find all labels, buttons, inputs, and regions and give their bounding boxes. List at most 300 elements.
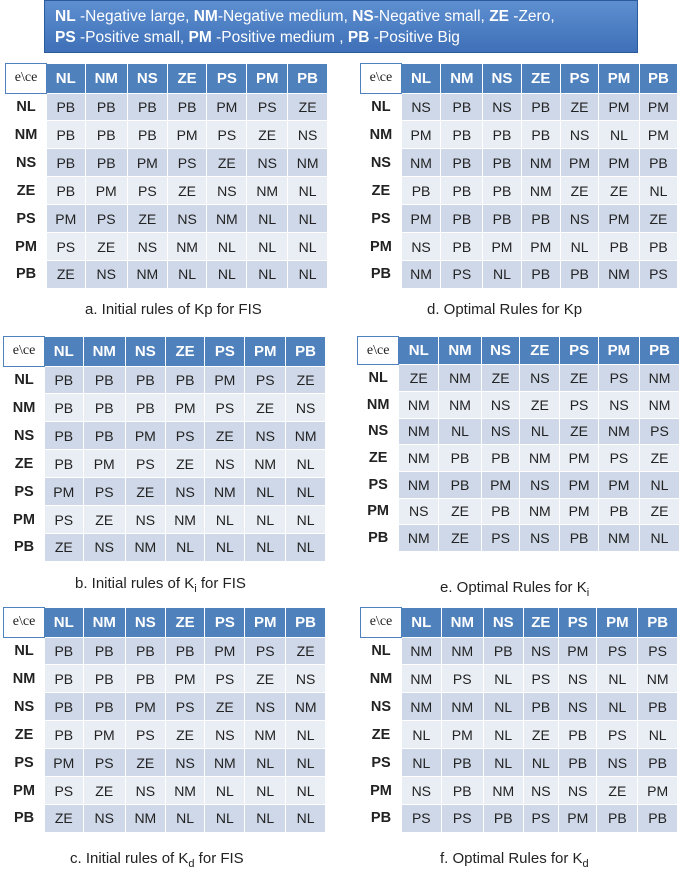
rule-cell: PB — [481, 445, 520, 472]
column-header: NM — [441, 608, 483, 638]
caption-subscript: d — [188, 858, 195, 870]
row-header: NS — [4, 693, 45, 721]
rule-table-e — [357, 336, 680, 552]
row-header: PM — [361, 777, 402, 805]
rule-cell: NS — [245, 693, 286, 721]
rule-cell: PB — [45, 637, 83, 665]
table-corner-label: e\ce — [6, 64, 47, 94]
rule-cell: PB — [639, 233, 677, 261]
table-row — [358, 471, 680, 498]
rule-cell: NL — [167, 260, 207, 288]
rule-cell: NS — [127, 233, 167, 261]
table-row — [358, 365, 680, 392]
table-row — [358, 445, 680, 472]
table-row — [4, 804, 326, 832]
rule-cell: PS — [45, 777, 83, 805]
column-header: PB — [639, 64, 677, 94]
table-row — [361, 149, 678, 177]
rule-cell: NS — [205, 450, 245, 478]
rule-cell: PM — [483, 233, 521, 261]
rule-cell: NL — [286, 533, 326, 561]
rule-cell: PS — [85, 205, 127, 233]
table-corner-label: e\ce — [361, 64, 402, 94]
rule-cell: PB — [481, 498, 520, 525]
column-header: NL — [45, 608, 83, 638]
row-header: PS — [358, 471, 399, 498]
rule-cell: NM — [401, 665, 441, 693]
rule-cell: NM — [599, 260, 640, 288]
rule-cell: NL — [165, 533, 205, 561]
column-header: NS — [125, 608, 165, 638]
rule-cell: NL — [640, 471, 680, 498]
row-header: NM — [361, 665, 402, 693]
column-header: NM — [441, 64, 483, 94]
rule-cell: PB — [47, 149, 85, 177]
rule-cell: PM — [167, 121, 207, 149]
rule-cell: PM — [401, 205, 440, 233]
rule-cell: NL — [483, 721, 523, 749]
row-header: PS — [6, 205, 47, 233]
rule-cell: PM — [441, 721, 483, 749]
rule-cell: PS — [441, 665, 483, 693]
column-header: PB — [286, 337, 326, 367]
row-header: PS — [4, 749, 45, 777]
rule-cell: ZE — [288, 93, 328, 121]
rule-cell: NM — [399, 525, 439, 552]
rule-cell: NM — [520, 498, 560, 525]
legend-desc: -Negative small, — [373, 8, 490, 25]
table-header-row — [6, 64, 328, 94]
rule-cell: NL — [205, 777, 245, 805]
row-header: PS — [361, 205, 402, 233]
rule-cell: NS — [561, 205, 599, 233]
row-header: PB — [361, 260, 402, 288]
rule-cell: PM — [47, 205, 85, 233]
rule-cell: ZE — [561, 177, 599, 205]
rule-cell: ZE — [125, 478, 165, 506]
rule-cell: PB — [45, 394, 83, 422]
rule-cell: PM — [561, 149, 599, 177]
rule-cell: NS — [165, 749, 205, 777]
table-row — [4, 394, 326, 422]
column-header: ZE — [167, 64, 207, 94]
rule-cell: PB — [167, 93, 207, 121]
column-header: PS — [205, 608, 245, 638]
rule-cell: PS — [165, 422, 205, 450]
rule-cell: PM — [165, 665, 205, 693]
rule-cell: PM — [639, 93, 677, 121]
table-row — [358, 418, 680, 445]
rule-cell: NL — [286, 777, 326, 805]
rule-cell: ZE — [286, 637, 326, 665]
rule-cell: PM — [125, 422, 165, 450]
table-row — [4, 450, 326, 478]
rule-cell: NM — [399, 391, 439, 418]
caption-text: a. Initial rules of Kp for FIS — [85, 301, 262, 318]
rule-cell: ZE — [165, 450, 205, 478]
rule-cell: NL — [288, 233, 328, 261]
rule-cell: NL — [245, 749, 286, 777]
caption-text: d. Optimal Rules for Kp — [427, 301, 583, 318]
row-header: NL — [4, 366, 45, 394]
table-row — [361, 121, 678, 149]
row-header: NS — [361, 693, 402, 721]
rule-cell: NL — [288, 205, 328, 233]
row-header: NL — [4, 637, 45, 665]
rule-cell: NS — [597, 749, 638, 777]
rule-cell: NL — [439, 418, 482, 445]
table-corner-label: e\ce — [4, 337, 45, 367]
rule-cell: NL — [207, 260, 247, 288]
rule-cell: ZE — [45, 804, 83, 832]
table-caption-e — [440, 579, 589, 599]
rule-cell: PM — [207, 93, 247, 121]
rule-cell: PB — [483, 804, 523, 832]
rule-cell: PM — [127, 149, 167, 177]
rule-cell: PM — [638, 777, 678, 805]
rule-cell: ZE — [125, 749, 165, 777]
column-header: NM — [439, 337, 482, 365]
row-header: PB — [358, 525, 399, 552]
rule-cell: PS — [598, 365, 639, 392]
rule-table-b — [3, 336, 326, 562]
rule-cell: NS — [401, 777, 441, 805]
rule-cell: ZE — [47, 260, 85, 288]
column-header: NL — [401, 608, 441, 638]
table-row — [361, 205, 678, 233]
rule-cell: PB — [85, 121, 127, 149]
table-row — [4, 665, 326, 693]
rule-cell: NL — [247, 233, 288, 261]
column-header: ZE — [523, 608, 559, 638]
rule-cell: PB — [441, 149, 483, 177]
rule-cell: NL — [205, 506, 245, 534]
caption-subscript: i — [194, 583, 197, 595]
rule-cell: ZE — [83, 777, 125, 805]
column-header: NL — [47, 64, 85, 94]
column-header: PM — [247, 64, 288, 94]
table-row — [6, 93, 328, 121]
rule-cell: NM — [125, 804, 165, 832]
rule-cell: PS — [640, 418, 680, 445]
rule-cell: PB — [483, 205, 521, 233]
rule-cell: NM — [286, 422, 326, 450]
rule-cell: PS — [83, 478, 125, 506]
rule-cell: NM — [638, 665, 678, 693]
column-header: PM — [598, 337, 639, 365]
rule-cell: PB — [127, 93, 167, 121]
rule-cell: NL — [205, 533, 245, 561]
table-row — [361, 665, 678, 693]
rule-cell: PB — [45, 693, 83, 721]
rule-cell: PB — [83, 366, 125, 394]
rule-cell: ZE — [245, 394, 286, 422]
legend-desc: -Zero, — [509, 8, 555, 25]
rule-cell: NM — [288, 149, 328, 177]
row-header: ZE — [358, 445, 399, 472]
row-header: ZE — [361, 721, 402, 749]
rule-cell: ZE — [597, 777, 638, 805]
rule-cell: NL — [247, 260, 288, 288]
rule-cell: PM — [205, 637, 245, 665]
rule-cell: ZE — [83, 506, 125, 534]
rule-cell: NS — [401, 93, 440, 121]
table-row — [4, 721, 326, 749]
rule-cell: PB — [439, 471, 482, 498]
column-header: PB — [288, 64, 328, 94]
rule-cell: PS — [560, 391, 599, 418]
legend-abbr: NS — [352, 8, 374, 25]
rule-cell: ZE — [399, 365, 439, 392]
rule-cell: PB — [45, 721, 83, 749]
row-header: NS — [6, 149, 47, 177]
table-row — [361, 260, 678, 288]
rule-cell: PS — [401, 804, 441, 832]
rule-cell: NM — [399, 418, 439, 445]
rule-cell: NS — [520, 525, 560, 552]
rule-cell: PS — [205, 394, 245, 422]
rule-cell: PS — [597, 637, 638, 665]
rule-cell: NM — [245, 721, 286, 749]
table-row — [361, 749, 678, 777]
rule-cell: NL — [245, 533, 286, 561]
rule-cell: PB — [638, 749, 678, 777]
rule-cell: PM — [85, 177, 127, 205]
rule-cell: NM — [247, 177, 288, 205]
rule-cell: PB — [45, 450, 83, 478]
column-header: NS — [125, 337, 165, 367]
column-header: NS — [481, 337, 520, 365]
rule-cell: PB — [125, 637, 165, 665]
table-row — [4, 533, 326, 561]
rule-table-a — [5, 63, 328, 289]
rule-cell: NL — [640, 525, 680, 552]
rule-cell: NS — [520, 365, 560, 392]
rule-cell: PB — [441, 177, 483, 205]
column-header: NL — [401, 64, 440, 94]
rule-cell: NM — [207, 205, 247, 233]
rule-cell: NL — [599, 121, 640, 149]
column-header: NS — [483, 64, 521, 94]
rule-cell: PS — [441, 804, 483, 832]
table-corner-label: e\ce — [4, 608, 45, 638]
rule-cell: PM — [599, 93, 640, 121]
table-caption-c — [70, 850, 244, 870]
table-row — [361, 233, 678, 261]
rule-cell: NM — [640, 365, 680, 392]
rule-cell: PS — [127, 177, 167, 205]
rule-cell: ZE — [165, 721, 205, 749]
rule-cell: PB — [83, 693, 125, 721]
rule-cell: NM — [205, 749, 245, 777]
column-header: PS — [561, 64, 599, 94]
rule-cell: NS — [399, 498, 439, 525]
rule-cell: NM — [439, 391, 482, 418]
table-row — [361, 777, 678, 805]
rule-cell: NL — [245, 777, 286, 805]
column-header: ZE — [165, 608, 205, 638]
table-header-row — [4, 608, 326, 638]
column-header: NM — [85, 64, 127, 94]
table-row — [6, 205, 328, 233]
rule-cell: PM — [559, 804, 597, 832]
table-corner-label: e\ce — [358, 337, 399, 365]
rule-cell: PM — [45, 478, 83, 506]
column-header: PS — [205, 337, 245, 367]
caption-subscript: i — [586, 587, 590, 599]
rule-cell: PS — [207, 121, 247, 149]
rule-cell: PB — [638, 804, 678, 832]
table-row — [4, 506, 326, 534]
rule-cell: PB — [45, 665, 83, 693]
rule-cell: ZE — [560, 365, 599, 392]
legend-abbr: PM — [188, 29, 212, 46]
table-row — [358, 498, 680, 525]
legend-abbr: ZE — [489, 8, 509, 25]
rule-cell: PS — [205, 665, 245, 693]
row-header: NL — [6, 93, 47, 121]
rule-cell: NS — [559, 693, 597, 721]
rule-cell: NS — [83, 804, 125, 832]
rule-cell: NL — [165, 804, 205, 832]
rule-cell: NM — [165, 506, 205, 534]
rule-cell: PB — [47, 93, 85, 121]
rule-table-d — [360, 63, 678, 289]
rule-cell: NM — [483, 777, 523, 805]
rule-cell: PB — [483, 121, 521, 149]
table-header-row — [358, 337, 680, 365]
rule-cell: NS — [483, 93, 521, 121]
table-row — [4, 366, 326, 394]
rule-cell: ZE — [247, 121, 288, 149]
rule-cell: NM — [401, 260, 440, 288]
table-row — [361, 93, 678, 121]
rule-cell: PB — [638, 693, 678, 721]
rule-cell: PB — [483, 149, 521, 177]
rule-cell: PB — [441, 233, 483, 261]
rule-cell: PB — [521, 205, 560, 233]
rule-cell: NM — [441, 637, 483, 665]
column-header: PS — [207, 64, 247, 94]
rule-cell: NS — [523, 637, 559, 665]
rule-cell: PB — [599, 233, 640, 261]
rule-cell: NM — [441, 693, 483, 721]
row-header: ZE — [6, 177, 47, 205]
legend-abbr: PS — [55, 29, 76, 46]
row-header: NS — [4, 422, 45, 450]
table-row — [6, 149, 328, 177]
table-caption-d — [427, 301, 582, 318]
table-row — [358, 525, 680, 552]
rule-cell: NM — [439, 365, 482, 392]
rule-cell: NM — [598, 525, 639, 552]
row-header: NL — [361, 93, 402, 121]
rule-cell: ZE — [127, 205, 167, 233]
rule-cell: NM — [521, 149, 560, 177]
table-row — [4, 777, 326, 805]
rule-cell: NS — [286, 394, 326, 422]
rule-cell: NL — [245, 804, 286, 832]
column-header: PB — [286, 608, 326, 638]
row-header: NM — [6, 121, 47, 149]
rule-cell: PM — [599, 205, 640, 233]
rule-cell: NS — [559, 777, 597, 805]
rule-cell: NL — [483, 749, 523, 777]
table-row — [4, 693, 326, 721]
row-header: PM — [358, 498, 399, 525]
column-header: PB — [638, 608, 678, 638]
rule-cell: ZE — [245, 665, 286, 693]
rule-cell: PB — [83, 637, 125, 665]
caption-text: b. Initial rules of K — [75, 575, 195, 592]
rule-cell: PB — [83, 422, 125, 450]
table-row — [358, 391, 680, 418]
rule-cell: PS — [167, 149, 207, 177]
rule-cell: ZE — [640, 445, 680, 472]
rule-cell: PB — [639, 149, 677, 177]
rule-cell: NL — [288, 260, 328, 288]
rule-cell: PB — [83, 394, 125, 422]
row-header: NM — [361, 121, 402, 149]
rule-cell: PS — [638, 637, 678, 665]
legend-abbr: NM — [193, 8, 218, 25]
rule-cell: PB — [441, 749, 483, 777]
row-header: NM — [4, 665, 45, 693]
rule-cell: NS — [165, 478, 205, 506]
rule-cell: ZE — [439, 525, 482, 552]
rule-cell: PB — [401, 177, 440, 205]
table-header-row — [361, 64, 678, 94]
rule-cell: NS — [523, 777, 559, 805]
rule-cell: PB — [125, 366, 165, 394]
rule-cell: NM — [401, 693, 441, 721]
rule-cell: PB — [560, 525, 599, 552]
column-header: ZE — [521, 64, 560, 94]
rule-cell: NM — [401, 637, 441, 665]
rule-cell: NM — [286, 693, 326, 721]
rule-cell: PS — [639, 260, 677, 288]
rule-cell: PB — [165, 366, 205, 394]
table-header-row — [361, 608, 678, 638]
rule-cell: NL — [597, 665, 638, 693]
row-header: NS — [361, 149, 402, 177]
rule-cell: NM — [125, 533, 165, 561]
rule-cell: NM — [205, 478, 245, 506]
rule-cell: PS — [125, 721, 165, 749]
caption-text: for FIS — [196, 575, 246, 592]
rule-cell: PM — [125, 693, 165, 721]
rule-cell: NL — [205, 804, 245, 832]
rule-cell: NL — [597, 693, 638, 721]
row-header: NL — [358, 365, 399, 392]
rule-cell: NL — [401, 749, 441, 777]
rule-cell: ZE — [45, 533, 83, 561]
column-header: ZE — [520, 337, 560, 365]
rule-cell: PB — [441, 205, 483, 233]
rule-cell: PS — [523, 804, 559, 832]
rule-cell: PB — [441, 93, 483, 121]
row-header: PB — [361, 804, 402, 832]
row-header: ZE — [4, 721, 45, 749]
rule-cell: NL — [207, 233, 247, 261]
column-header: PM — [599, 64, 640, 94]
rule-cell: NL — [286, 450, 326, 478]
rule-cell: PS — [245, 366, 286, 394]
rule-cell: PB — [483, 177, 521, 205]
rule-cell: PS — [47, 233, 85, 261]
rule-cell: NS — [598, 391, 639, 418]
rule-cell: PB — [559, 721, 597, 749]
